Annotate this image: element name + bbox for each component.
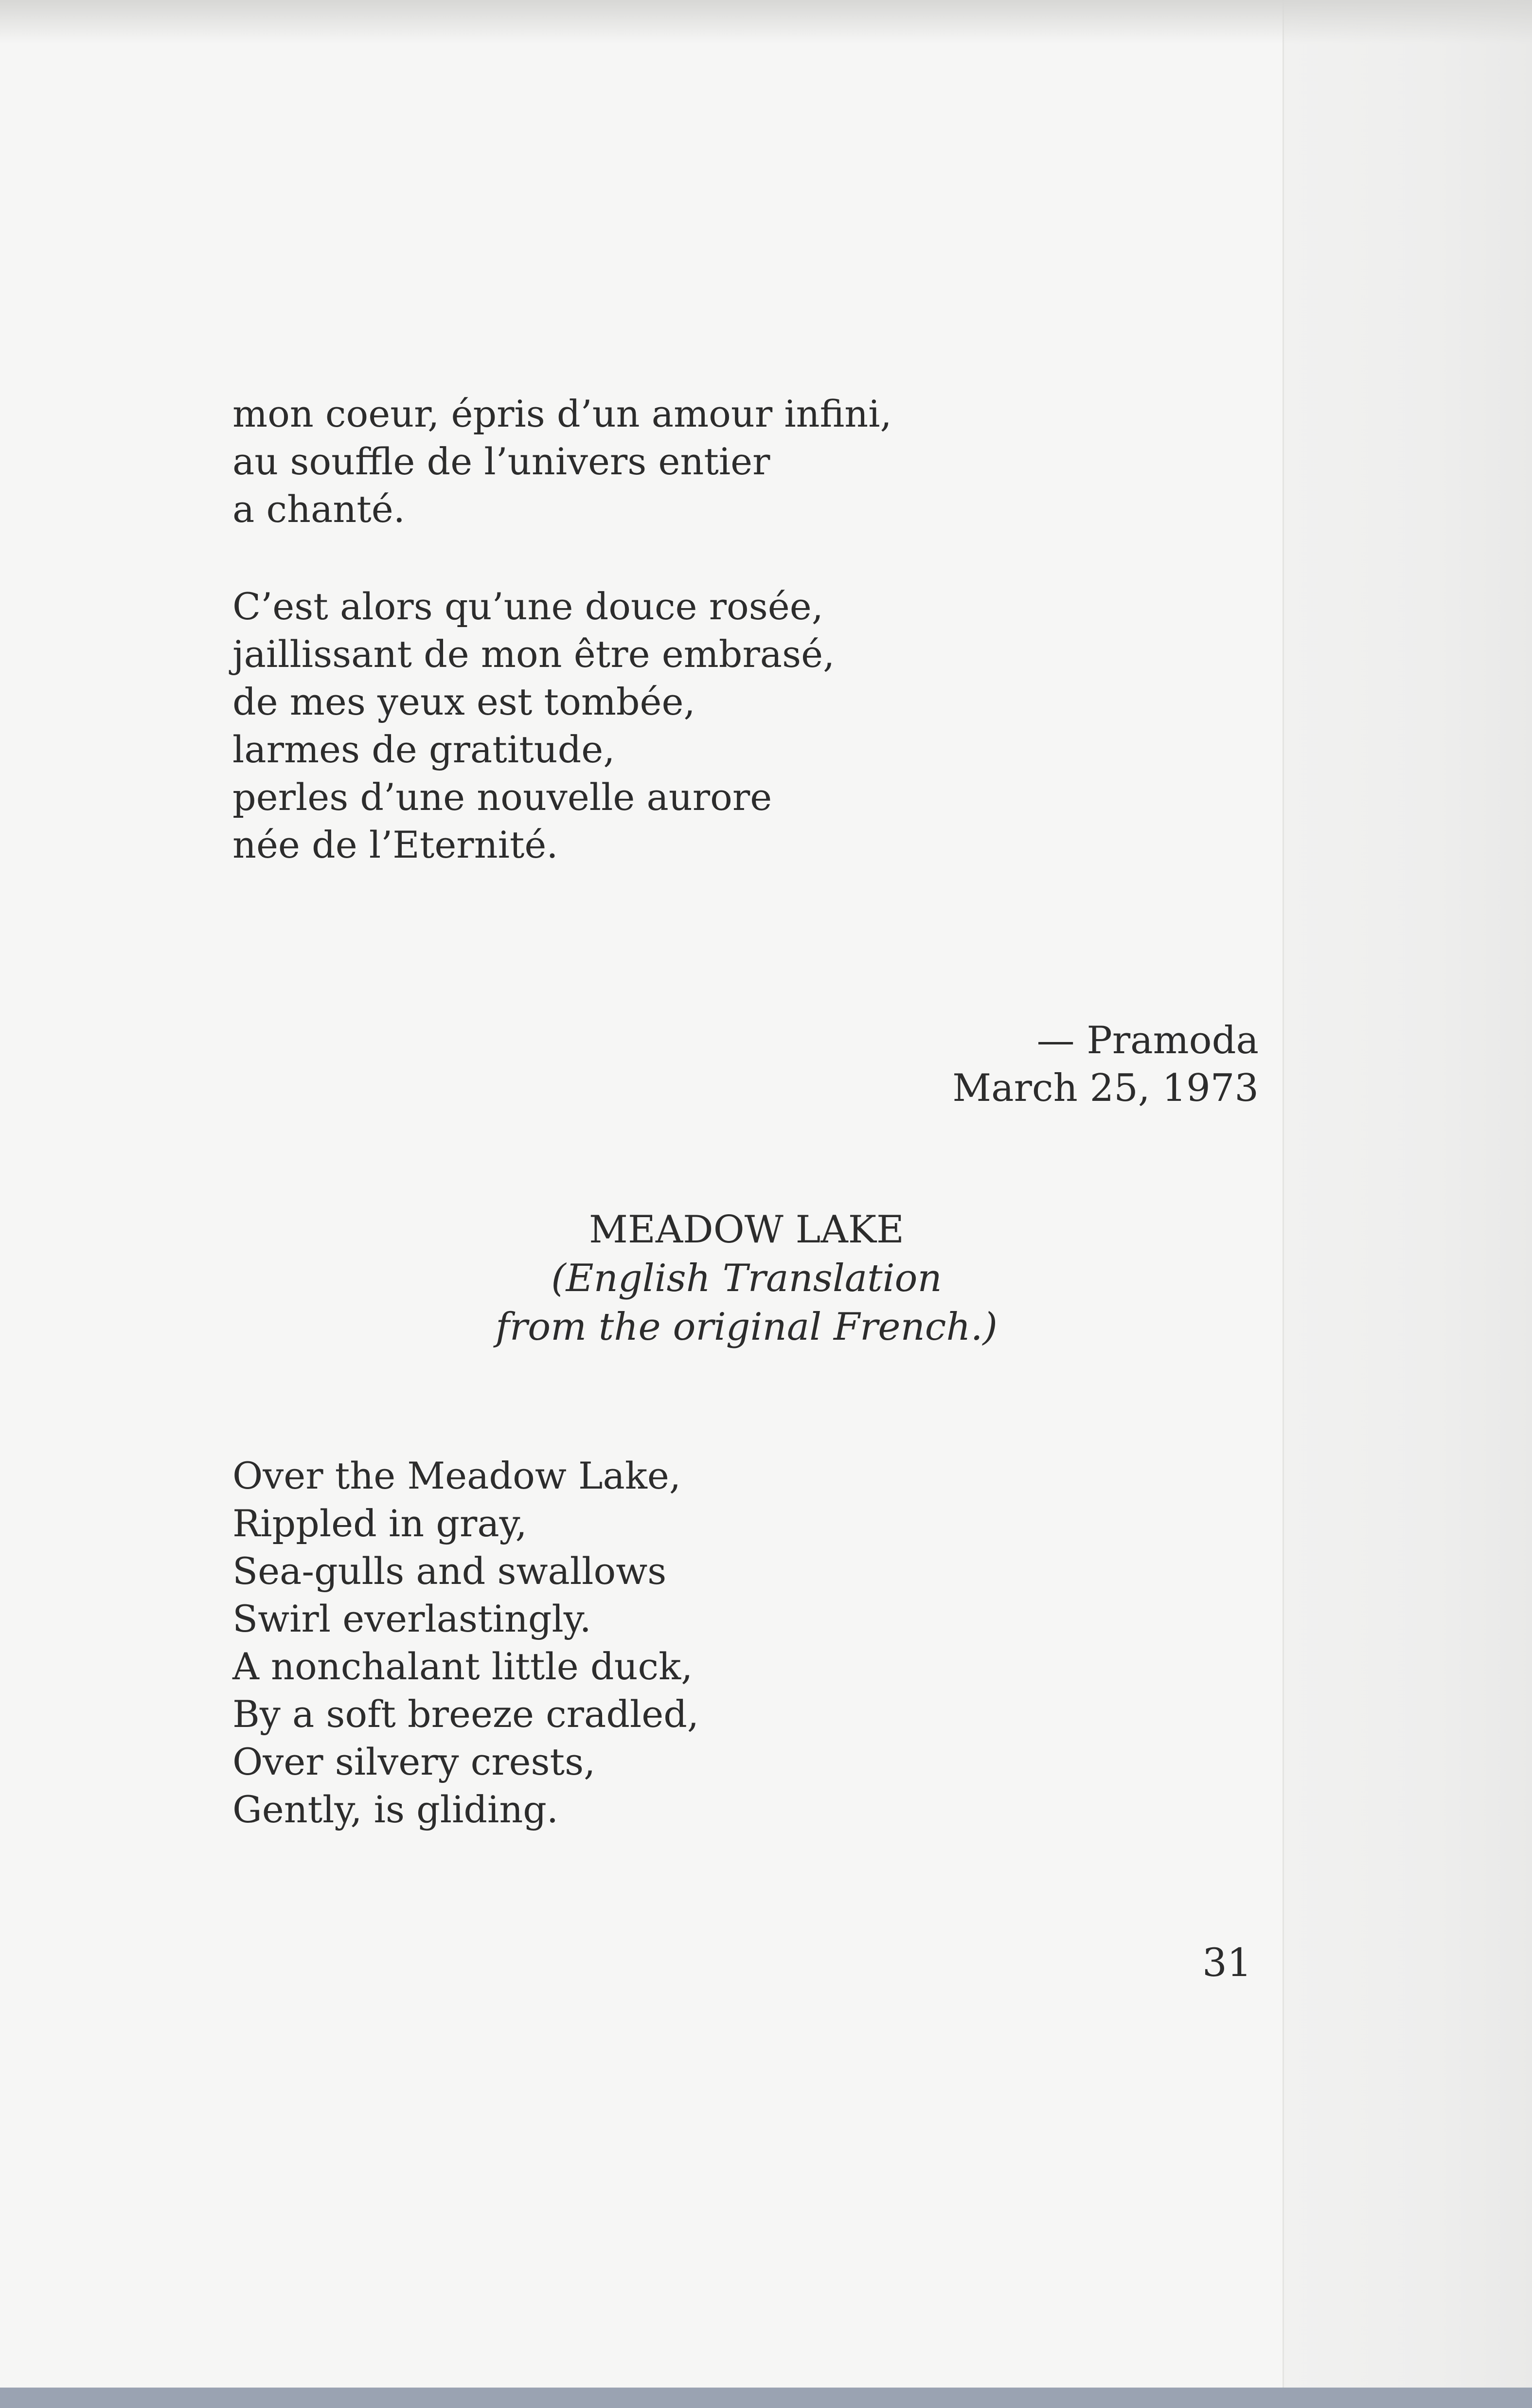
poem-line: larmes de gratitude, xyxy=(232,728,615,771)
signature-date: March 25, 1973 xyxy=(952,1066,1259,1110)
poem-line: Over the Meadow Lake, xyxy=(232,1454,681,1497)
poem-line: a chanté. xyxy=(232,487,405,531)
poem-line: Over silvery crests, xyxy=(232,1740,596,1783)
poem-line: A nonchalant little duck, xyxy=(232,1645,693,1688)
poem-line: By a soft breeze cradled, xyxy=(232,1692,699,1736)
poem-line: Gently, is gliding. xyxy=(232,1788,559,1831)
poem-line: perles d’une nouvelle aurore xyxy=(232,775,772,819)
english-poem-heading xyxy=(0,1205,1493,1351)
poem-line: Swirl everlastingly. xyxy=(232,1597,591,1640)
poem-line: de mes yeux est tombée, xyxy=(232,680,695,723)
top-scan-shade xyxy=(0,0,1532,44)
poem-title: MEADOW LAKE xyxy=(589,1208,904,1252)
poem-line: C’est alors qu’une douce rosée, xyxy=(232,585,823,628)
french-stanza-1 xyxy=(232,390,892,533)
page-number: 31 xyxy=(1202,1940,1252,1985)
poem-line: Sea-gulls and swallows xyxy=(232,1549,667,1593)
scan-bottom-edge xyxy=(0,2388,1532,2408)
poem-line: mon coeur, épris d’un amour infini, xyxy=(232,392,892,435)
poem-subtitle-line-2: from the original French.) xyxy=(496,1305,998,1349)
poem-line: au souffle de l’univers entier xyxy=(232,440,770,483)
poem-line: Rippled in gray, xyxy=(232,1502,527,1545)
signature-author: — Pramoda xyxy=(1036,1019,1259,1062)
poem-signature xyxy=(952,1017,1259,1112)
poem-line: née de l’Eternité. xyxy=(232,823,558,866)
poem-line: jaillissant de mon être embrasé, xyxy=(232,632,835,676)
page-edge-shadow xyxy=(1283,0,1532,2408)
english-poem-body xyxy=(232,1452,699,1833)
french-stanza-2 xyxy=(232,583,835,869)
poem-subtitle-line-1: (English Translation xyxy=(551,1257,942,1300)
